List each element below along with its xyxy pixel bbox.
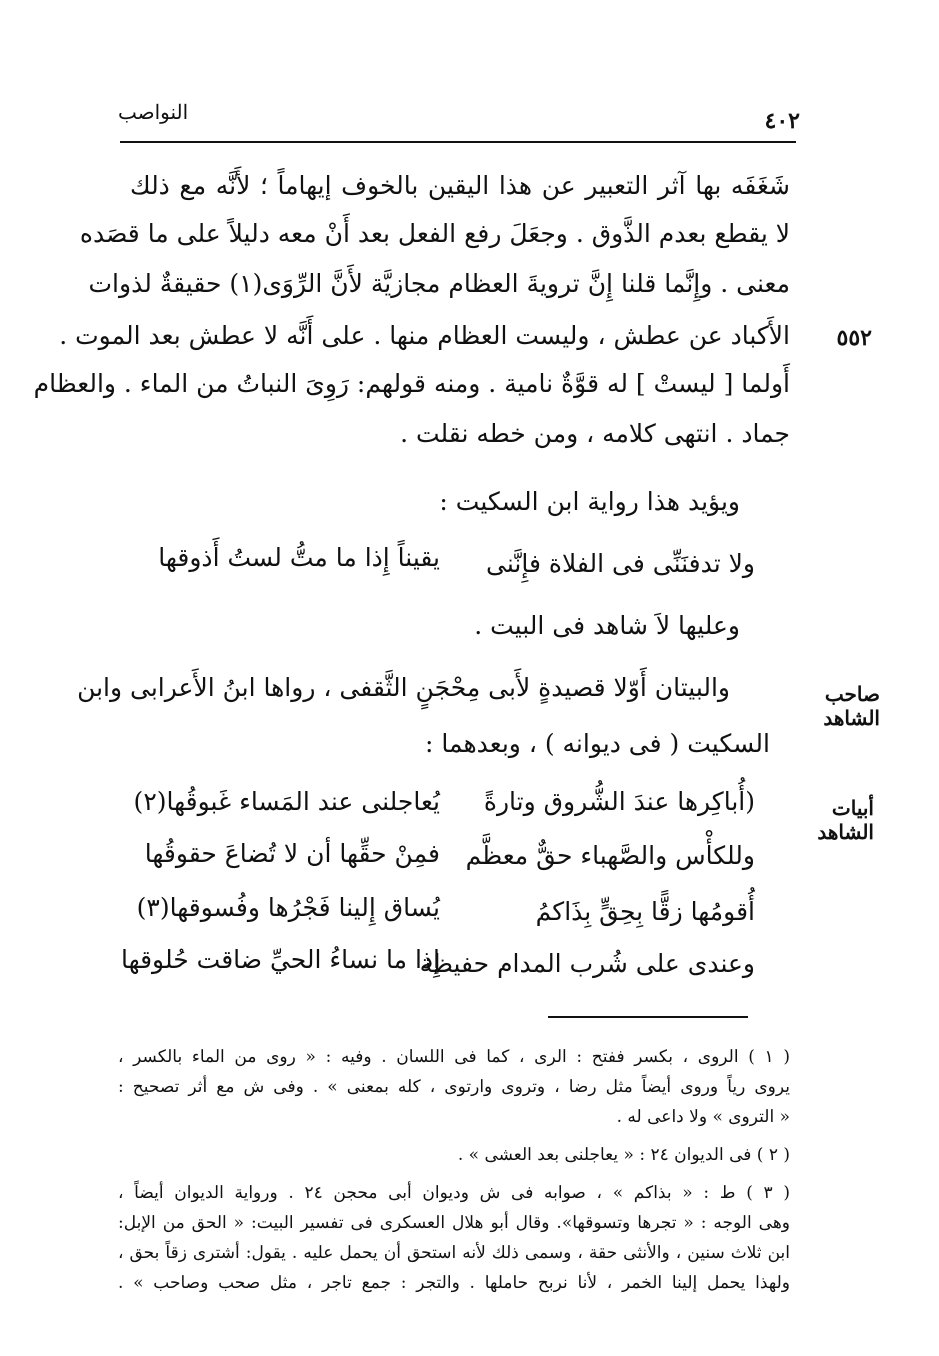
verse-hemistich-left: فمِنْ حقِّها أن لا تُضاعَ حقوقُها [144, 839, 440, 868]
body-line: لا يقطع بعدم الذَّوق . وجعَلَ رفع الفعل بعد أَنْ معه دليلاً على ما قصَده [79, 219, 790, 248]
footnote-line: ( ٢ ) فى الديوان ٢٤ : « يعاجلنى بعد العشى » . [457, 1145, 790, 1165]
footnote-line: وهى الوجه : « تجرها وتسوقها». وقال أبو هلال العسكرى فى تفسير البيت: « الحق من الإبل: [118, 1213, 790, 1233]
footnote-line: ( ١ ) الروى ، بكسر ففتح : الرى ، كما فى اللسان . وفيه : « روى من الماء بالكسر ، [118, 1047, 790, 1067]
body-line: شَغَفَه بها آثر التعبير عن هذا اليقين بالخوف إيهاماً ؛ لأَنَّه مع ذلك [130, 171, 790, 200]
verse-hemistich-right: وللكأْس والصَّهباء حقٌّ معظَّم [465, 841, 755, 870]
running-title: النواصب [118, 100, 189, 124]
verse-hemistich-left: يُعاجلنى عند المَساء غَبوقُها(٢) [133, 787, 440, 816]
margin-sahib-shahid: صاحب الشاهد [823, 682, 880, 730]
footnote-line: « التروى » ولا داعى له . [616, 1107, 790, 1127]
body-line: جماد . انتهى كلامه ، ومن خطه نقلت . [400, 419, 790, 448]
body-line: أَولما [ ليستْ ] له قوَّةٌ نامية . ومنه قولهم: رَوِىَ النباتُ من الماء . والعظام [33, 369, 790, 398]
verse-hemistich-right: وعندى على شُرب المدام حفيظة [419, 949, 755, 978]
verse-hemistich-right: (أُباكِرها عندَ الشُّروق وتارةً [483, 787, 755, 816]
body-line: السكيت ( فى ديوانه ) ، وبعدهما : [425, 729, 770, 758]
verse-hemistich-left: يُساق إِلينا فَجْرُها وفُسوقها(٣) [136, 893, 440, 922]
body-line: وعليها لاَ شاهد فى البيت . [474, 611, 740, 640]
verse-hemistich-right: أُقومُها زقًّا بِحِقٍّ بِذَاكمُ [535, 897, 755, 926]
footnote-line: ( ٣ ) ط : « بذاكم » ، صوابه فى ش وديوان أبى محجن ٢٤ . ورواية الديوان أيضاً ، [118, 1183, 790, 1203]
footnote-line: ولهذا يحمل إلينا الخمر ، لأنا نربح حاملها . والتجر : جمع تاجر ، مثل صحب وصاحب » . [118, 1273, 790, 1293]
footnote-line: يروى رياً وروى أيضاً مثل رضا ، وتروى وارتوى ، كله بمعنى » . وفى ش مع أثر تصحيح : [118, 1077, 790, 1097]
body-line: الأَكباد عن عطش ، وليست العظام منها . على أَنَّه لا عطش بعد الموت . [59, 321, 790, 350]
page-number: ٤٠٢ [764, 108, 800, 134]
verse-hemistich-left: إِذا ما نساءُ الحيِّ ضاقت حُلوقها [120, 945, 440, 974]
margin-abyat-shahid: أبيات الشاهد [817, 796, 874, 844]
body-line: والبيتان أَوّلا قصيدةٍ لأَبى مِحْجَنٍ الثَّقفى ، رواها ابنُ الأَعرابى وابن [77, 673, 730, 702]
header-rule [120, 141, 796, 143]
margin-number: ٥٥٢ [836, 325, 872, 351]
footnote-rule [548, 1016, 748, 1018]
verse-hemistich-left: يقيناً إِذا ما متُّ لستُ أَذوقها [158, 543, 440, 572]
verse-hemistich-right: ولا تدفنَنِّى فى الفلاة فإِنَّنى [486, 549, 755, 578]
footnote-line: ابن ثلاث سنين ، والأنثى حقة ، وسمى ذلك لأنه استحق أن يحمل عليه . يقول: أشترى زقاً بحق ، [118, 1243, 790, 1263]
body-line: معنى . وإِنَّما قلنا إِنَّ ترويةَ العظام مجازيَّة لأَنَّ الرِّوَى(١) حقيقةٌ لذوات [88, 269, 790, 298]
body-line: ويؤيد هذا رواية ابن السكيت : [439, 487, 740, 516]
